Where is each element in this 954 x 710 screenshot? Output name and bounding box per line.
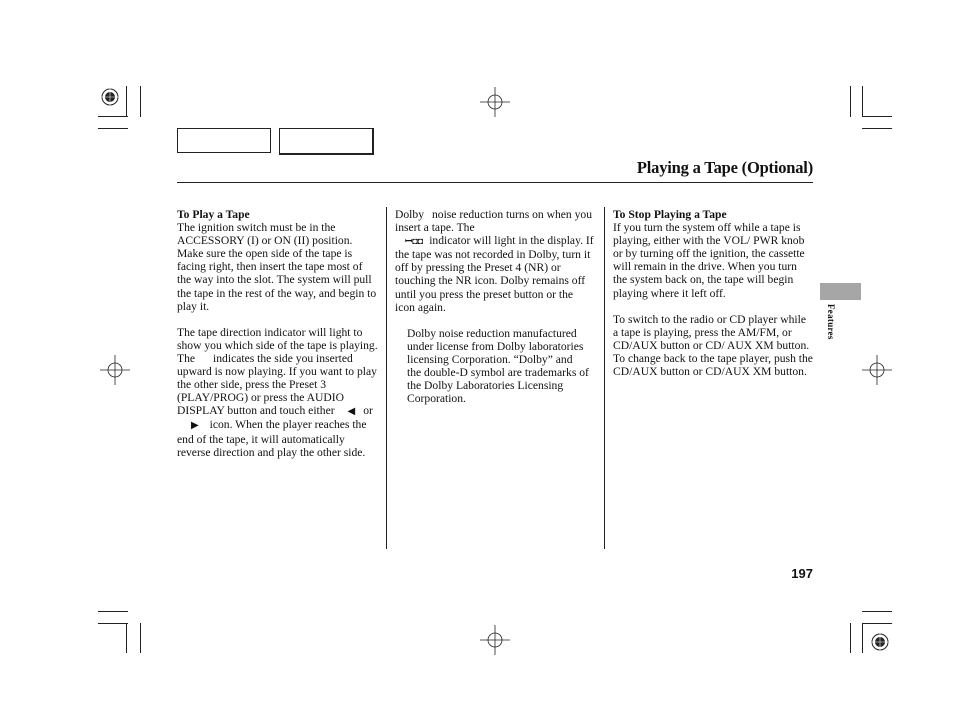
paragraph: Dolby noise reduction manufactured under license from Dolby laboratories licensing Corporation. “Dolby” and the double-D symbol are trademarks of the Dolby Laboratories Licensing Corporation. (407, 326, 589, 406)
page-number: 197 (791, 566, 813, 581)
section-heading-stop: To Stop Playing a Tape (613, 208, 727, 221)
crop-line (98, 623, 128, 624)
column-divider (386, 207, 387, 549)
paragraph: To switch to the radio or CD player while a tape is playing, press the AM/FM, or CD/AUX button or CD/ AUX XM button. To change back to the tape player, push the CD/AUX button or CD/AUX XM button. (613, 312, 813, 379)
section-tab (820, 283, 861, 300)
column-divider (604, 207, 605, 549)
column-2 (395, 208, 595, 405)
crop-line (862, 623, 892, 624)
crop-line (98, 128, 128, 129)
paragraph: If you turn the system off while a tape is playing, either with the VOL/ PWR knob or by turning off the ignition, the cassette will remain in the drive. When you turn the system back on, the tape will begin playing where it left off. (613, 221, 805, 300)
crop-line (862, 623, 863, 653)
crop-line (98, 611, 128, 612)
paragraph: The tape direction indicator will light to show you which side of the tape is playing. The indicates the side you inserted upward is now playing. If you want to play the other side, press the Preset 3 (PLAY/PROG) or press the AUDIO DISPLAY button and touch either ◀ or▶ icon. When the player reaches the end of the tape, it will automatically reverse direction and play the other side. (177, 325, 378, 459)
registration-mark-bottom (480, 625, 510, 655)
registration-mark-right (862, 355, 892, 385)
header-tab-box (177, 128, 271, 153)
crop-mark-bottom-right (868, 631, 892, 655)
section-heading-play: To Play a Tape (177, 208, 250, 221)
crop-mark-top-left (98, 86, 158, 130)
paragraph: The ignition switch must be in the ACCESSORY (I) or ON (II) position. Make sure the open side of the tape is facing right, then insert the tape most of the way into the slot. The system will pull the tape in the rest of the way, and begin to play it. (177, 221, 377, 313)
crop-line (862, 116, 892, 117)
crop-line (862, 611, 892, 612)
column-1 (177, 208, 379, 459)
registration-mark-top (480, 87, 510, 117)
crop-line (126, 623, 127, 653)
crop-line (850, 623, 851, 653)
right-triangle-icon: ▶ (191, 420, 199, 432)
column-3 (613, 208, 813, 378)
double-d-icon: ꟷ◘◘ (405, 236, 424, 247)
title-rule (177, 182, 813, 183)
page-title: Playing a Tape (Optional) (636, 158, 813, 177)
crop-line (850, 86, 851, 117)
crop-line (140, 86, 141, 117)
paragraph: Dolby noise reduction turns on when you insert a tape. The ꟷ◘◘ indicator will light in the display. If the tape was not recorded in Dolby, turn it off by pressing the Preset 4 (NR) or touching the NR icon. Dolby remains off until you press the preset button or the icon again. (395, 208, 594, 314)
registration-mark-left (100, 355, 130, 385)
crop-line (140, 623, 141, 653)
left-triangle-icon: ◀ (347, 406, 356, 418)
crop-line (862, 86, 863, 117)
section-label: Features (826, 304, 836, 340)
crop-line (862, 128, 892, 129)
crop-line (126, 86, 127, 117)
crop-line (98, 116, 128, 117)
header-tab-box (279, 128, 374, 155)
